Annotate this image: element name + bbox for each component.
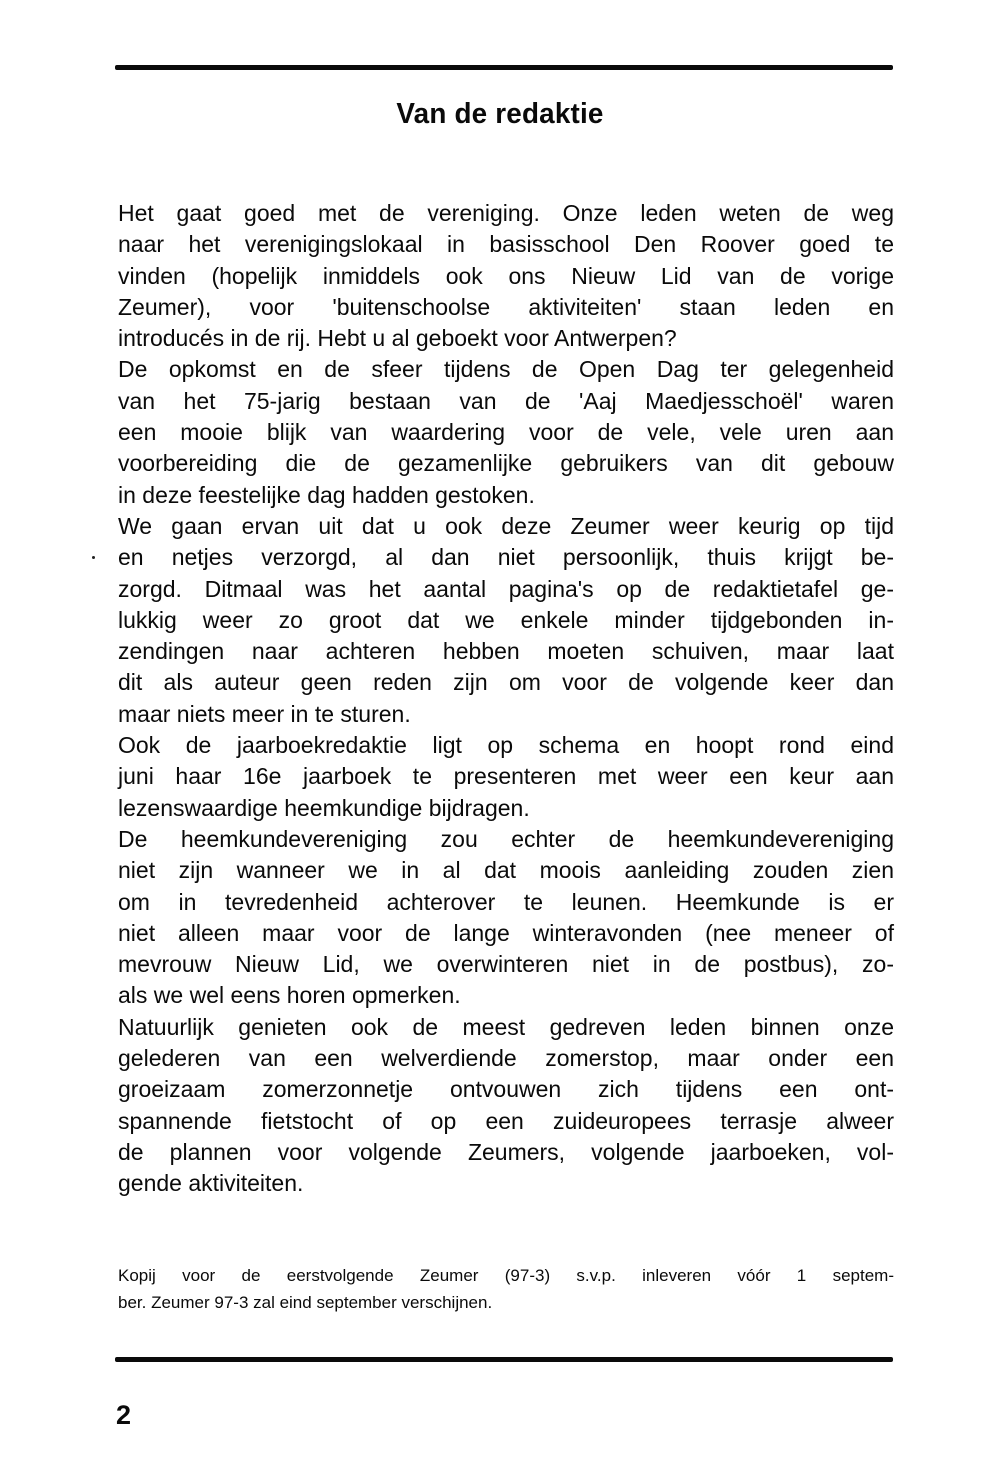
- paragraph-line: Het gaat goed met de vereniging. Onze leden weten de weg: [118, 200, 894, 226]
- paragraph-line: zorgd. Ditmaal was het aantal pagina's op de redaktietafel ge-: [118, 575, 894, 602]
- paragraph-line: in deze feestelijke dag hadden gestoken.: [118, 481, 535, 508]
- footnote-line: ber. Zeumer 97-3 zal eind september verschijnen.: [118, 1293, 493, 1312]
- footnote: [118, 1262, 894, 1316]
- paragraph-line: We gaan ervan uit dat u ook deze Zeumer weer keurig op tijd: [118, 512, 894, 539]
- paragraph-line: De heemkundevereniging zou echter de heemkundevereniging: [118, 825, 894, 852]
- paragraph-line: dit als auteur geen reden zijn om voor de volgende keer dan: [118, 669, 894, 696]
- paragraph-line: lezenswaardige heemkundige bijdragen.: [118, 794, 530, 821]
- paragraph-line: De opkomst en de sfeer tijdens de Open Dag ter gelegenheid: [118, 356, 894, 383]
- paragraph-line: juni haar 16e jaarboek te presenteren met weer een keur aan: [118, 763, 894, 790]
- page-number: 2: [116, 1400, 132, 1430]
- paragraph-line: voorbereiding die de gezamenlijke gebruikers van dit gebouw: [118, 450, 894, 477]
- paragraph-line: en netjes verzorgd, al dan niet persoonlijk, thuis krijgt be-: [118, 544, 894, 571]
- paragraph-line: spannende fietstocht of op een zuideuropees terrasje alweer: [118, 1107, 894, 1134]
- paragraph-line: lukkig weer zo groot dat we enkele minder tijdgebonden in-: [118, 606, 894, 633]
- paragraph-line: om in tevredenheid achterover te leunen. Heemkunde is er: [118, 888, 894, 915]
- paragraph-line: vinden (hopelijk inmiddels ook ons Nieuw Lid van de vorige: [118, 262, 894, 289]
- print-speck: [92, 556, 95, 559]
- paragraph-line: gende aktiviteiten.: [118, 1170, 304, 1197]
- bottom-rule: [115, 1357, 893, 1362]
- paragraph-line: groeizaam zomerzonnetje ontvouwen zich tijdens een ont-: [118, 1076, 894, 1103]
- paragraph-line: niet alleen maar voor de lange winteravonden (nee meneer of: [118, 919, 894, 946]
- top-rule: [115, 65, 893, 70]
- paragraph-line: de plannen voor volgende Zeumers, volgende jaarboeken, vol-: [118, 1138, 894, 1165]
- page-title: Van de redaktie: [396, 98, 604, 130]
- paragraph-line: Zeumer), voor 'buitenschoolse aktiviteiten' staan leden en: [118, 293, 894, 320]
- article-body: [118, 198, 894, 1200]
- paragraph-line: Natuurlijk genieten ook de meest gedreven leden binnen onze: [118, 1013, 894, 1040]
- footnote-line: Kopij voor de eerstvolgende Zeumer (97-3) s.v.p. inleveren vóór 1 septem-: [118, 1266, 894, 1285]
- paragraph-line: gelederen van een welverdiende zomerstop, maar onder een: [118, 1045, 894, 1072]
- paragraph-line: zendingen naar achteren hebben moeten schuiven, maar laat: [118, 638, 894, 665]
- paragraph-line: niet zijn wanneer we in al dat moois aanleiding zouden zien: [118, 857, 894, 884]
- paragraph-line: naar het verenigingslokaal in basisschool Den Roover goed te: [118, 231, 894, 258]
- paragraph-line: Ook de jaarboekredaktie ligt op schema en hoopt rond eind: [118, 732, 894, 759]
- paragraph-line: als we wel eens horen opmerken.: [118, 982, 461, 1009]
- paragraph-line: mevrouw Nieuw Lid, we overwinteren niet in de postbus), zo-: [118, 951, 894, 978]
- paragraph-line: van het 75-jarig bestaan van de 'Aaj Maedjesschoël' waren: [118, 387, 894, 414]
- paragraph-line: introducés in de rij. Hebt u al geboekt voor Antwerpen?: [118, 325, 677, 352]
- paragraph-line: maar niets meer in te sturen.: [118, 700, 411, 727]
- paragraph-line: een mooie blijk van waardering voor de vele, vele uren aan: [118, 419, 894, 446]
